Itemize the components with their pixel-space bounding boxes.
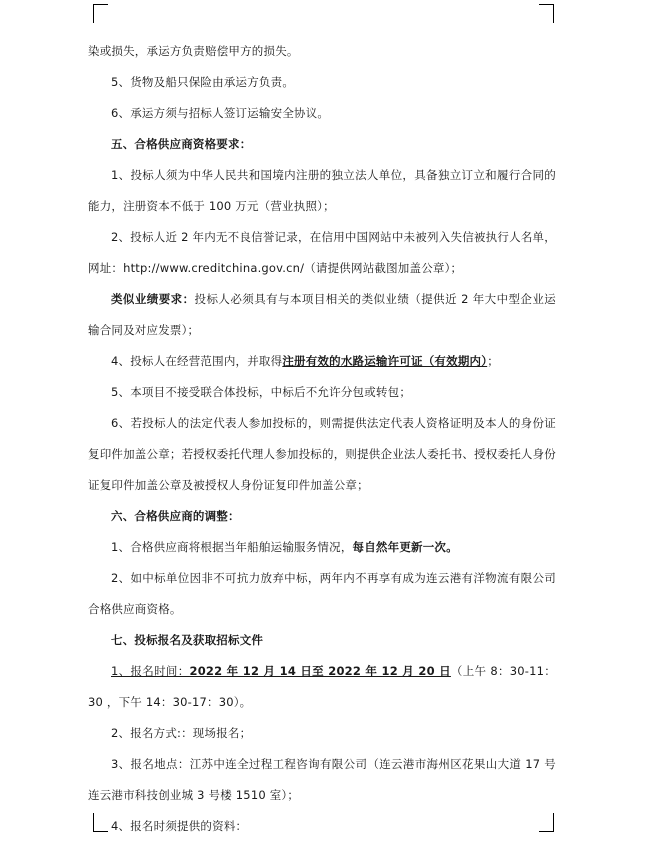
document-body	[88, 36, 556, 842]
para-item-3-rest: 投标人必须具有与本项目相关的类似业绩（提供近 2 年大中型企业运输合同及对应发票）；	[88, 292, 556, 337]
para-item-6-safety-agreement: 6、承运方须与招标人签订运输安全协议。	[111, 106, 330, 120]
para-item-1-annual-update	[88, 532, 556, 563]
crop-mark-top-right-icon	[539, 4, 554, 23]
emphasis-registration-dates: 2022 年 12 月 14 日至 2022 年 12 月 20 日	[189, 664, 451, 678]
heading-section-five: 五、合格供应商资格要求：	[111, 137, 252, 151]
emphasis-similar-performance-label: 类似业绩要求：	[111, 292, 195, 306]
emphasis-annual-update: 每自然年更新一次。	[352, 540, 458, 554]
para-item-4-prefix: 4、投标人在经营范围内，并取得	[111, 354, 283, 368]
para-item-3-registration-place: 3、报名地点：江苏中连全过程工程咨询有限公司（连云港市海州区花果山大道 17 号连云港市科技创业城 3 号楼 1510 室）；	[88, 757, 556, 802]
para-item-1-registration-time	[88, 656, 556, 718]
para-item-1-registration-time-suffix: （上午 8：30-11：30 ，下午 14：30-17：30）。	[88, 664, 556, 709]
emphasis-license-requirement: 注册有效的水路运输许可证（有效期内）	[282, 354, 488, 368]
para-item-4-license	[88, 346, 556, 377]
heading-section-seven: 七、投标报名及获取招标文件	[111, 633, 264, 647]
para-item-6-authorization: 6、若投标人的法定代表人参加投标的，则需提供法定代表人资格证明及本人的身份证复印件加盖公章；若授权委托代理人参加投标的，则提供企业法人委托书、授权委托人身份证复印件加盖公章及被授权人身份证复印件加盖公章；	[88, 416, 556, 492]
para-item-3-similar-performance	[88, 284, 556, 346]
para-item-4-suffix: ；	[487, 354, 499, 368]
para-item-5-no-consortium: 5、本项目不接受联合体投标，中标后不允许分包或转包；	[111, 385, 412, 399]
para-item-5-insurance: 5、货物及船只保险由承运方负责。	[111, 75, 295, 89]
crop-mark-top-left-icon	[93, 4, 108, 23]
para-item-2-abandon-bid: 2、如中标单位因非不可抗力放弃中标，两年内不再享有成为连云港有洋物流有限公司合格供应商资格。	[88, 571, 556, 616]
heading-section-six: 六、合格供应商的调整：	[111, 509, 240, 523]
para-item-1-annual-update-prefix: 1、合格供应商将根据当年船舶运输服务情况，	[111, 540, 353, 554]
para-item-4-required-materials: 4、报名时须提供的资料：	[111, 819, 248, 833]
para-item-2-credit-record: 2、投标人近 2 年内无不良信誉记录，在信用中国网站中未被列入失信被执行人名单，网址：http://www.creditchina.gov.cn/（请提供网站截图加盖公章）；	[88, 230, 556, 275]
para-item-1-registration-time-prefix: 1、报名时间：	[111, 664, 190, 678]
para-damage-compensation: 染或损失，承运方负责赔偿甲方的损失。	[88, 44, 299, 58]
para-item-1-legal-entity: 1、投标人须为中华人民共和国境内注册的独立法人单位，具备独立订立和履行合同的能力，注册资本不低于 100 万元（营业执照）；	[88, 168, 556, 213]
para-item-2-registration-method: 2、报名方式:：现场报名；	[111, 726, 252, 740]
